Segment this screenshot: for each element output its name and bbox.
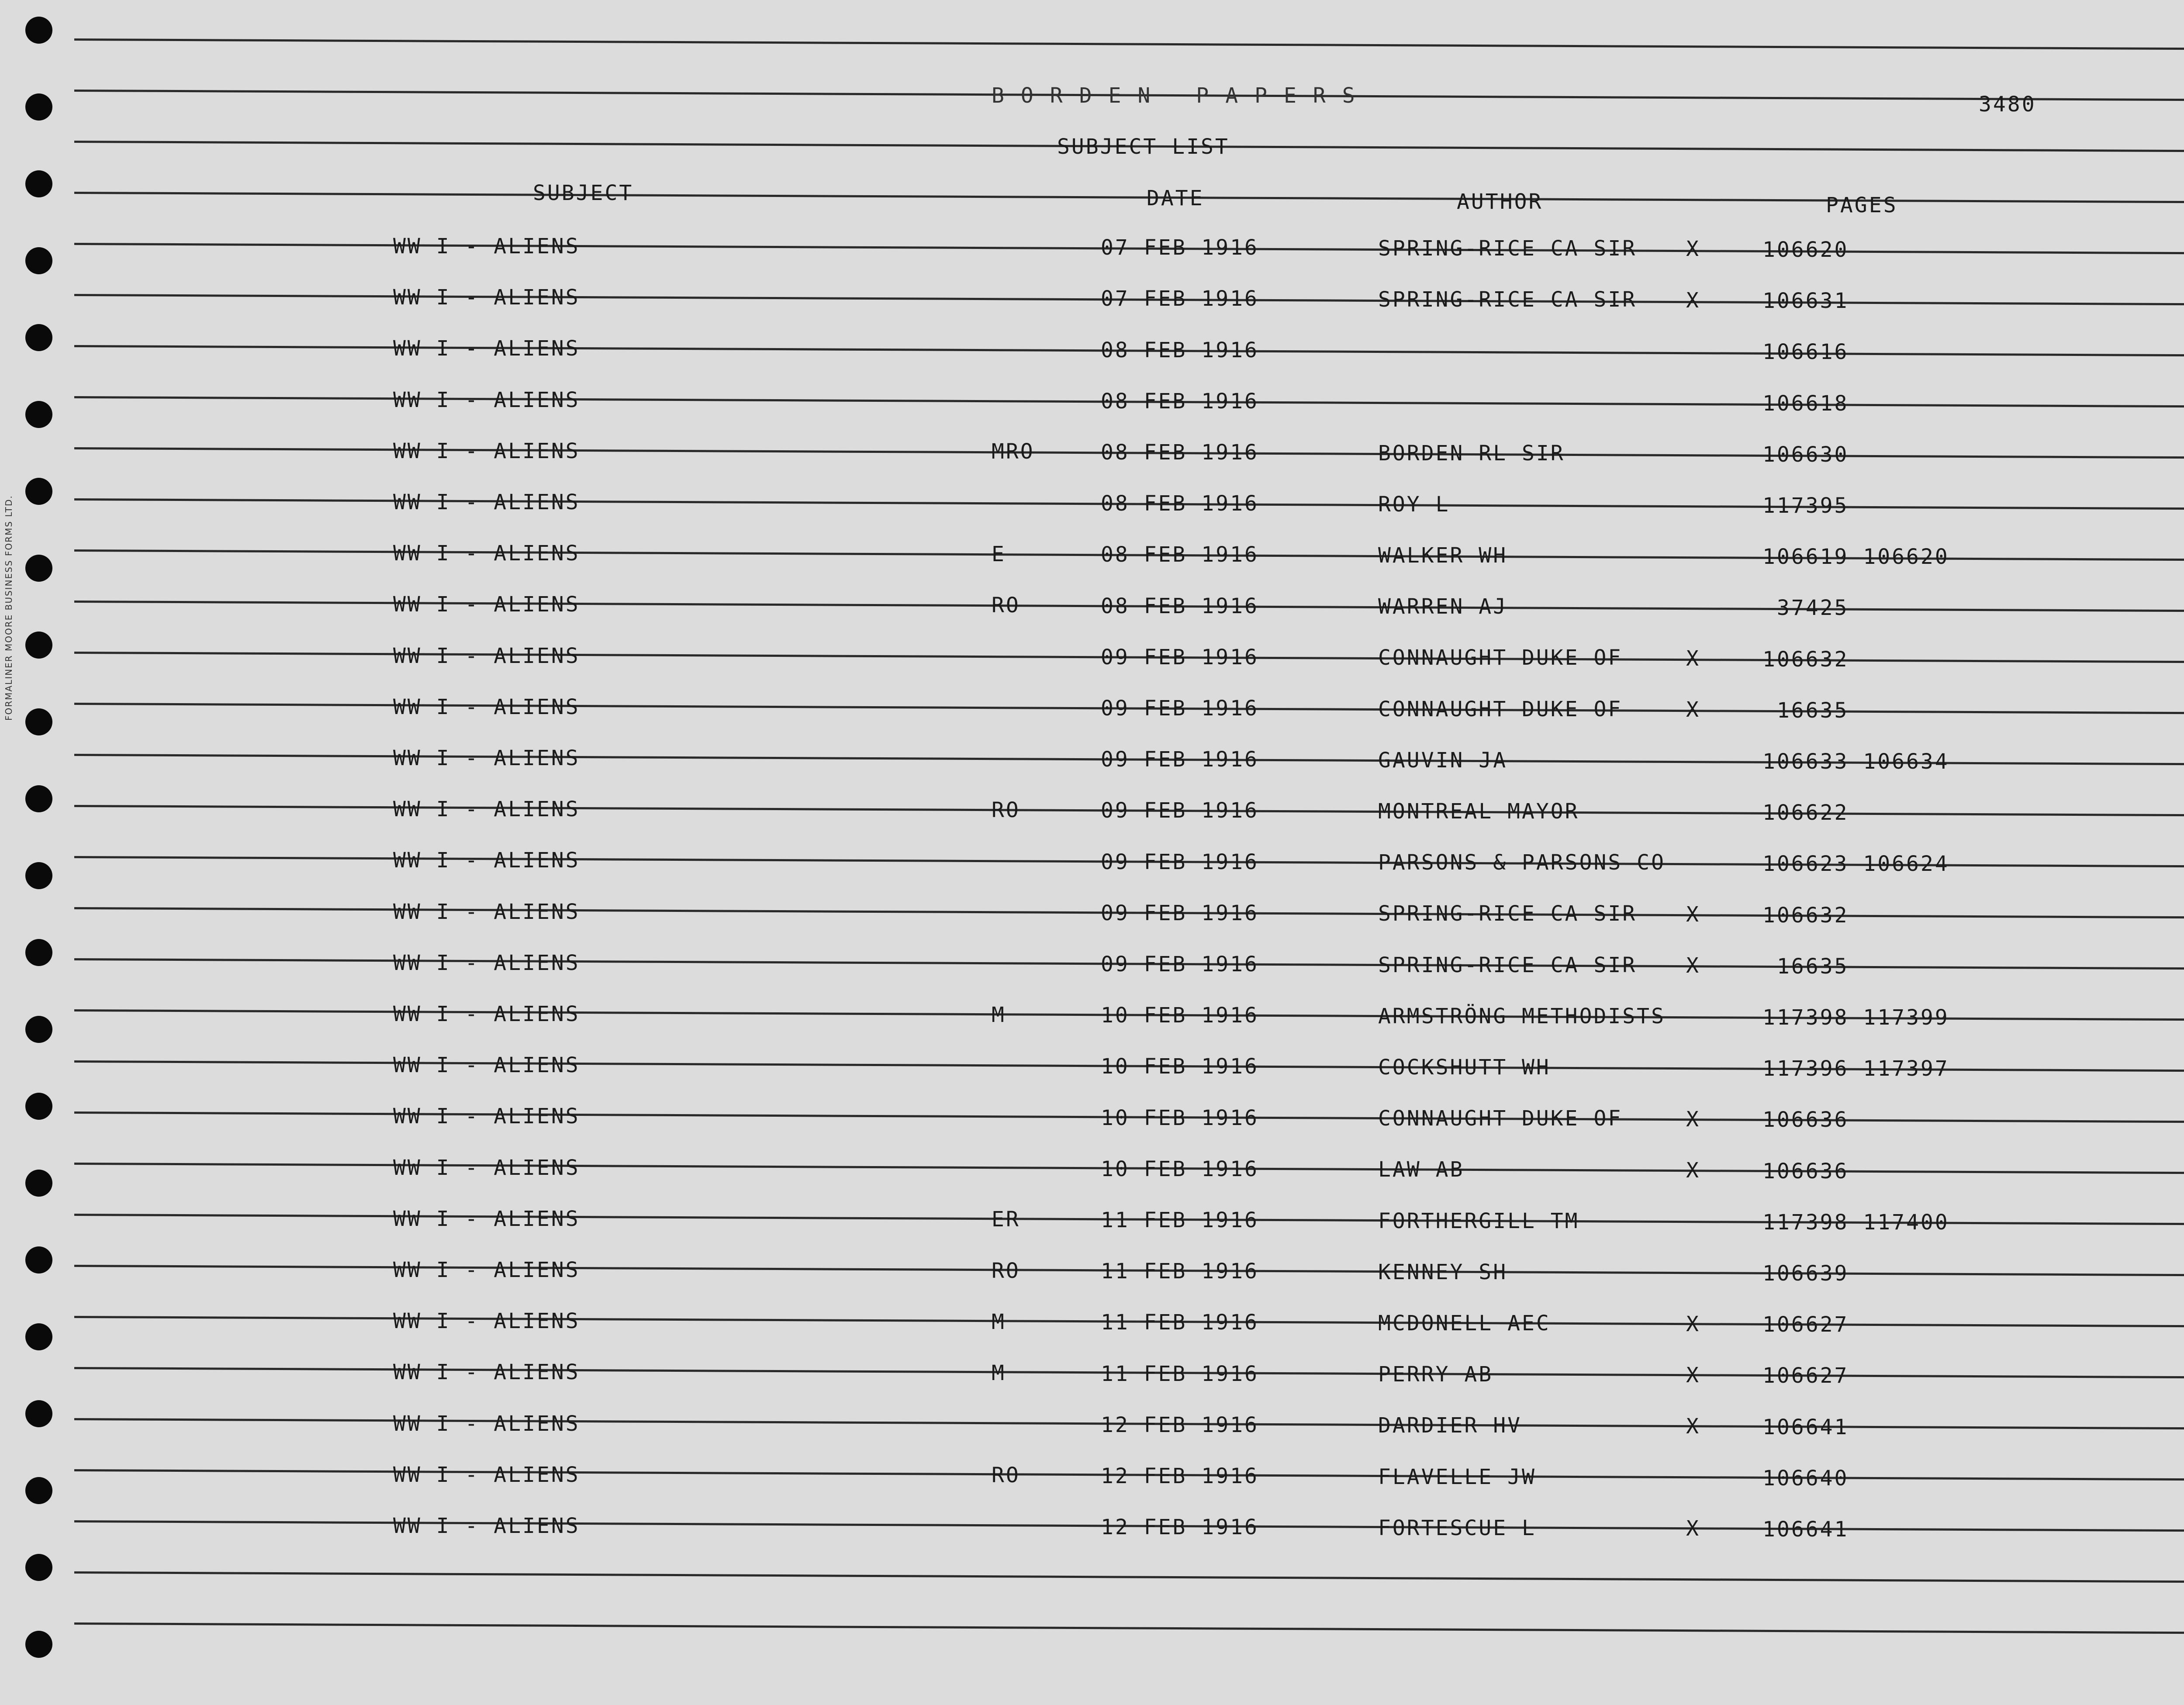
feed-hole bbox=[25, 1554, 52, 1581]
cell-author: GAUVIN JA bbox=[1378, 748, 1508, 773]
cell-subject: WW I - ALIENS bbox=[393, 592, 580, 617]
cell-author: SPRING-RICE CA SIR bbox=[1378, 901, 1637, 926]
cell-date: 11 FEB 1916 bbox=[1101, 1208, 1259, 1232]
cell-author: CONNAUGHT DUKE OF bbox=[1378, 1106, 1623, 1131]
feed-hole bbox=[25, 708, 52, 735]
cell-author: COCKSHUTT WH bbox=[1378, 1055, 1551, 1080]
cell-pages: 106639 bbox=[1762, 1261, 1849, 1286]
cell-pages: 37425 bbox=[1762, 596, 1849, 621]
cell-x-mark: X bbox=[1686, 1363, 1700, 1387]
cell-subject: WW I - ALIENS bbox=[393, 848, 580, 873]
cell-pages: 117395 bbox=[1762, 494, 1849, 518]
cell-date: 09 FEB 1916 bbox=[1101, 901, 1259, 925]
cell-subject: WW I - ALIENS bbox=[393, 387, 580, 412]
cell-pages: 106627 bbox=[1762, 1312, 1849, 1337]
cell-subject: WW I - ALIENS bbox=[393, 285, 580, 310]
cell-code: M bbox=[992, 1002, 1006, 1027]
cell-date: 08 FEB 1916 bbox=[1101, 440, 1259, 465]
cell-date: 08 FEB 1916 bbox=[1101, 389, 1259, 414]
feed-hole bbox=[25, 247, 52, 274]
cell-pages: 106618 bbox=[1762, 391, 1849, 416]
cell-author: KENNEY SH bbox=[1378, 1260, 1508, 1284]
feed-hole bbox=[25, 1093, 52, 1120]
feed-hole bbox=[25, 93, 52, 121]
page-subtitle: SUBJECT LIST bbox=[1057, 135, 1230, 159]
cell-pages: 106619 106620 bbox=[1762, 545, 1949, 569]
cell-date: 10 FEB 1916 bbox=[1101, 1003, 1259, 1028]
column-header-subject: SUBJECT bbox=[533, 181, 634, 205]
cell-code: RO bbox=[992, 797, 1020, 822]
cell-x-mark: X bbox=[1686, 953, 1700, 978]
feed-hole bbox=[25, 17, 52, 44]
cell-author: CONNAUGHT DUKE OF bbox=[1378, 697, 1623, 721]
cell-pages: 106627 bbox=[1762, 1363, 1849, 1388]
cell-subject: WW I - ALIENS bbox=[393, 797, 580, 822]
feed-hole bbox=[25, 1631, 52, 1658]
cell-subject: WW I - ALIENS bbox=[393, 950, 580, 975]
cell-pages: 106641 bbox=[1762, 1517, 1849, 1542]
cell-pages: 106636 bbox=[1762, 1108, 1849, 1132]
cell-author: FORTHERGILL TM bbox=[1378, 1208, 1579, 1233]
cell-author: SPRING-RICE CA SIR bbox=[1378, 287, 1637, 312]
cell-x-mark: X bbox=[1686, 1107, 1700, 1132]
cell-date: 09 FEB 1916 bbox=[1101, 696, 1259, 721]
cell-pages: 106620 bbox=[1762, 238, 1849, 262]
cell-pages: 117398 117399 bbox=[1762, 1005, 1949, 1030]
cell-subject: WW I - ALIENS bbox=[393, 1258, 580, 1282]
page-title: BORDEN PAPERS bbox=[992, 83, 1372, 108]
cell-pages: 117398 117400 bbox=[1762, 1210, 1949, 1235]
cell-subject: WW I - ALIENS bbox=[393, 1002, 580, 1026]
cell-pages: 117396 117397 bbox=[1762, 1056, 1949, 1081]
cell-subject: WW I - ALIENS bbox=[393, 336, 580, 361]
feed-hole bbox=[25, 939, 52, 966]
cell-date: 12 FEB 1916 bbox=[1101, 1515, 1259, 1540]
feed-hole bbox=[25, 401, 52, 428]
feed-hole bbox=[25, 1477, 52, 1504]
feed-hole bbox=[25, 1016, 52, 1043]
cell-pages: 106632 bbox=[1762, 903, 1849, 928]
cell-date: 08 FEB 1916 bbox=[1101, 594, 1259, 618]
column-header-author: AUTHOR bbox=[1457, 190, 1543, 214]
cell-pages: 106622 bbox=[1762, 801, 1849, 825]
cell-pages: 16635 bbox=[1762, 954, 1849, 979]
cell-date: 09 FEB 1916 bbox=[1101, 798, 1259, 823]
cell-x-mark: X bbox=[1686, 646, 1700, 671]
cell-pages: 106631 bbox=[1762, 289, 1849, 314]
cell-date: 08 FEB 1916 bbox=[1101, 491, 1259, 516]
cell-subject: WW I - ALIENS bbox=[393, 1104, 580, 1129]
cell-date: 07 FEB 1916 bbox=[1101, 235, 1259, 260]
page-number: 3480 bbox=[1979, 92, 2036, 117]
cell-author: ROY L bbox=[1378, 492, 1450, 517]
cell-pages: 106616 bbox=[1762, 340, 1849, 365]
cell-date: 11 FEB 1916 bbox=[1101, 1310, 1259, 1335]
cell-author: MCDONELL AEC bbox=[1378, 1311, 1551, 1336]
cell-pages: 106640 bbox=[1762, 1466, 1849, 1491]
cell-x-mark: X bbox=[1686, 237, 1700, 262]
cell-x-mark: X bbox=[1686, 697, 1700, 722]
cell-author: FORTESCUE L bbox=[1378, 1515, 1536, 1540]
ruled-line bbox=[74, 1571, 2184, 1583]
cell-subject: WW I - ALIENS bbox=[393, 1411, 580, 1436]
cell-subject: WW I - ALIENS bbox=[393, 541, 580, 566]
cell-author: CONNAUGHT DUKE OF bbox=[1378, 645, 1623, 670]
form-maker-imprint: FORMALINER MOORE BUSINESS FORMS LTD. bbox=[3, 495, 14, 721]
cell-author: FLAVELLE JW bbox=[1378, 1464, 1536, 1489]
feed-hole bbox=[25, 170, 52, 197]
cell-pages: 106641 bbox=[1762, 1415, 1849, 1439]
cell-pages: 106630 bbox=[1762, 442, 1849, 467]
cell-x-mark: X bbox=[1686, 1158, 1700, 1183]
cell-date: 12 FEB 1916 bbox=[1101, 1464, 1259, 1488]
cell-pages: 16635 bbox=[1762, 698, 1849, 723]
cell-subject: WW I - ALIENS bbox=[393, 1360, 580, 1385]
feed-hole bbox=[25, 1400, 52, 1427]
cell-date: 10 FEB 1916 bbox=[1101, 1054, 1259, 1079]
cell-code: ER bbox=[992, 1207, 1020, 1232]
cell-date: 10 FEB 1916 bbox=[1101, 1156, 1259, 1181]
feed-hole bbox=[25, 1170, 52, 1197]
cell-subject: WW I - ALIENS bbox=[393, 1462, 580, 1487]
cell-x-mark: X bbox=[1686, 1516, 1700, 1541]
cell-subject: WW I - ALIENS bbox=[393, 1309, 580, 1334]
cell-author: PERRY AB bbox=[1378, 1362, 1493, 1387]
cell-x-mark: X bbox=[1686, 288, 1700, 313]
feed-hole bbox=[25, 478, 52, 505]
cell-date: 09 FEB 1916 bbox=[1101, 645, 1259, 670]
cell-subject: WW I - ALIENS bbox=[393, 234, 580, 259]
cell-subject: WW I - ALIENS bbox=[393, 746, 580, 770]
cell-subject: WW I - ALIENS bbox=[393, 1155, 580, 1180]
cell-author: PARSONS & PARSONS CO bbox=[1378, 850, 1666, 875]
ruled-line bbox=[74, 1622, 2184, 1634]
cell-subject: WW I - ALIENS bbox=[393, 1514, 580, 1538]
cell-date: 09 FEB 1916 bbox=[1101, 849, 1259, 874]
cell-author: SPRING-RICE CA SIR bbox=[1378, 236, 1637, 261]
cell-date: 12 FEB 1916 bbox=[1101, 1412, 1259, 1437]
cell-code: M bbox=[992, 1361, 1006, 1385]
cell-code: E bbox=[992, 542, 1006, 566]
cell-code: RO bbox=[992, 593, 1020, 618]
cell-date: 08 FEB 1916 bbox=[1101, 542, 1259, 567]
cell-author: WALKER WH bbox=[1378, 543, 1508, 568]
cell-pages: 106636 bbox=[1762, 1159, 1849, 1184]
feed-hole bbox=[25, 632, 52, 659]
feed-hole bbox=[25, 785, 52, 812]
cell-author: BORDEN RL SIR bbox=[1378, 441, 1565, 466]
ruled-line bbox=[74, 38, 2184, 50]
feed-hole bbox=[25, 555, 52, 582]
cell-subject: WW I - ALIENS bbox=[393, 899, 580, 924]
cell-author: LAW AB bbox=[1378, 1157, 1465, 1182]
cell-author: SPRING-RICE CA SIR bbox=[1378, 953, 1637, 977]
cell-subject: WW I - ALIENS bbox=[393, 1053, 580, 1078]
cell-author: ARMSTRÖNG METHODISTS bbox=[1378, 1004, 1666, 1029]
feed-hole bbox=[25, 1323, 52, 1350]
column-header-pages: PAGES bbox=[1826, 193, 1898, 217]
cell-author: MONTREAL MAYOR bbox=[1378, 799, 1579, 824]
column-header-date: DATE bbox=[1147, 186, 1204, 211]
cell-subject: WW I - ALIENS bbox=[393, 643, 580, 668]
cell-date: 11 FEB 1916 bbox=[1101, 1259, 1259, 1284]
cell-subject: WW I - ALIENS bbox=[393, 490, 580, 514]
cell-date: 09 FEB 1916 bbox=[1101, 952, 1259, 977]
cell-date: 08 FEB 1916 bbox=[1101, 338, 1259, 362]
cell-subject: WW I - ALIENS bbox=[393, 694, 580, 719]
cell-code: MRO bbox=[992, 439, 1035, 464]
cell-x-mark: X bbox=[1686, 1312, 1700, 1336]
cell-code: M bbox=[992, 1309, 1006, 1334]
cell-date: 11 FEB 1916 bbox=[1101, 1361, 1259, 1386]
cell-x-mark: X bbox=[1686, 1414, 1700, 1439]
cell-code: RO bbox=[992, 1258, 1020, 1283]
feed-hole bbox=[25, 324, 52, 351]
cell-pages: 106633 106634 bbox=[1762, 749, 1949, 774]
feed-hole bbox=[25, 862, 52, 889]
cell-pages: 106623 106624 bbox=[1762, 852, 1949, 877]
cell-date: 09 FEB 1916 bbox=[1101, 747, 1259, 772]
cell-code: RO bbox=[992, 1463, 1020, 1488]
cell-author: WARREN AJ bbox=[1378, 594, 1508, 619]
cell-subject: WW I - ALIENS bbox=[393, 1206, 580, 1231]
cell-date: 10 FEB 1916 bbox=[1101, 1105, 1259, 1130]
cell-pages: 106632 bbox=[1762, 647, 1849, 672]
cell-author: DARDIER HV bbox=[1378, 1413, 1522, 1438]
feed-hole bbox=[25, 1246, 52, 1274]
cell-date: 07 FEB 1916 bbox=[1101, 286, 1259, 311]
cell-x-mark: X bbox=[1686, 902, 1700, 927]
cell-subject: WW I - ALIENS bbox=[393, 438, 580, 463]
